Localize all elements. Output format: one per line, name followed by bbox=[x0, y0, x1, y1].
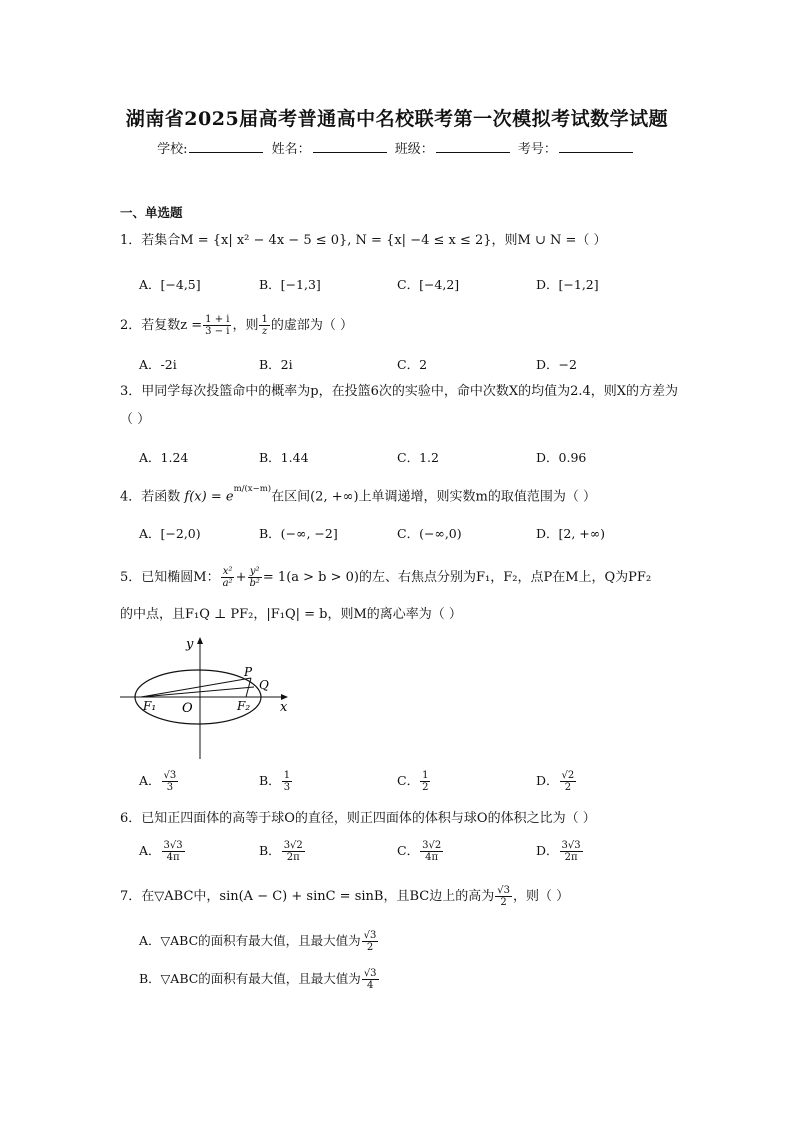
option-b[interactable]: B．1.44 bbox=[259, 450, 309, 465]
q7-text-a: 7．在▽ABC中，sin(A − C) + sinC = sinB，且BC边上的高为 bbox=[120, 889, 495, 904]
question-6-options bbox=[139, 840, 699, 874]
student-info-line bbox=[0, 138, 794, 157]
q2-fraction bbox=[203, 314, 231, 337]
segment-f1-q bbox=[141, 687, 254, 697]
option-b[interactable] bbox=[259, 770, 293, 793]
q5-y-den: b² bbox=[249, 578, 260, 589]
question-7-option-a[interactable] bbox=[139, 930, 379, 953]
option-num: 1 bbox=[422, 770, 429, 781]
option-num: 3√3 bbox=[561, 840, 581, 851]
q7-h-den: 2 bbox=[500, 897, 507, 908]
label-x: x bbox=[280, 700, 288, 715]
option-num: 1 bbox=[283, 770, 291, 781]
option-a[interactable] bbox=[139, 770, 179, 793]
option-den: 2π bbox=[564, 852, 578, 863]
q4-function: f(x) = e bbox=[184, 489, 234, 505]
option-a[interactable]: A．[−2,0) bbox=[139, 526, 201, 541]
question-6-stem: 6．已知正四面体的高等于球O的直径，则正四面体的体积与球O的体积之比为（ ） bbox=[120, 811, 596, 826]
option-b[interactable]: B．[−1,3] bbox=[259, 277, 321, 292]
name-field[interactable] bbox=[313, 141, 387, 153]
y-axis-arrow bbox=[197, 637, 203, 644]
option-letter: D． bbox=[536, 843, 559, 858]
school-field[interactable] bbox=[189, 141, 263, 153]
option-c[interactable]: C．[−4,2] bbox=[397, 277, 460, 292]
option-den: 2 bbox=[422, 782, 429, 793]
option-a[interactable]: A．-2i bbox=[139, 357, 177, 372]
q2-frac-den: 3 − i bbox=[205, 326, 230, 337]
q2-inv-den: z bbox=[262, 326, 268, 337]
question-4-stem bbox=[120, 484, 596, 506]
q5-x-num: x² bbox=[222, 566, 233, 577]
question-5-options bbox=[139, 770, 699, 804]
option-d[interactable]: D．[2, +∞) bbox=[536, 526, 606, 541]
q5-text-a: 5．已知椭圆M： bbox=[120, 570, 220, 585]
q2-text-a: 2．若复数z = bbox=[120, 318, 203, 333]
label-p: P bbox=[244, 665, 253, 679]
option-b[interactable]: B．2i bbox=[259, 357, 293, 372]
option-text: B．▽ABC的面积有最大值，且最大值为 bbox=[139, 971, 361, 986]
option-letter: C． bbox=[397, 773, 420, 788]
option-d[interactable] bbox=[536, 840, 584, 863]
option-num: 3√3 bbox=[163, 840, 183, 851]
option-c[interactable]: C．(−∞,0) bbox=[397, 526, 462, 541]
label-o: O bbox=[182, 701, 193, 716]
segment-f1-p bbox=[141, 678, 251, 697]
q5-y-num: y² bbox=[249, 566, 260, 577]
option-letter: B． bbox=[259, 843, 281, 858]
q2-text-c: 的虚部为（ ） bbox=[270, 318, 353, 333]
q7-text-b: ，则（ ） bbox=[512, 889, 570, 904]
option-den: 4π bbox=[425, 852, 439, 863]
option-num: √3 bbox=[163, 770, 177, 781]
option-a[interactable]: A．[−4,5] bbox=[139, 277, 201, 292]
question-7-stem bbox=[120, 885, 569, 908]
label-y: y bbox=[186, 637, 194, 652]
q4-text-a: 4．若函数 bbox=[120, 489, 181, 505]
label-f1: F₁ bbox=[143, 699, 157, 713]
q4-text-b: 在区间(2, +∞)上单调递增，则实数m的取值范围为（ ） bbox=[271, 489, 596, 505]
option-b[interactable]: B．(−∞, −2] bbox=[259, 526, 338, 541]
question-7-option-b[interactable] bbox=[139, 968, 380, 991]
option-text: A．▽ABC的面积有最大值，且最大值为 bbox=[139, 933, 361, 948]
q2-inv-num: 1 bbox=[261, 314, 268, 325]
option-den: 4 bbox=[366, 980, 374, 991]
q2-inverse-fraction bbox=[259, 314, 269, 337]
option-num: √3 bbox=[363, 968, 377, 979]
option-letter: D． bbox=[536, 773, 559, 788]
option-den: 2 bbox=[366, 942, 374, 953]
q5-y-fraction bbox=[247, 566, 261, 589]
option-letter: C． bbox=[397, 843, 420, 858]
section-heading: 一、单选题 bbox=[120, 205, 183, 220]
option-num: 3√2 bbox=[283, 840, 303, 851]
question-5-stem-cont: 的中点，且F₁Q ⊥ PF₂，|F₁Q| = b，则M的离心率为（ ） bbox=[120, 607, 462, 622]
class-label: 班级： bbox=[394, 142, 434, 157]
question-1-stem: 1．若集合M = {x| x² − 4x − 5 ≤ 0}, N = {x| −4 ≤ x ≤ 2}，则M ∪ N =（ ） bbox=[120, 233, 607, 248]
option-den: 3 bbox=[166, 782, 174, 793]
question-5-stem: 5．已知椭圆M： $\frac{\text{x²}}{\text{a²}}$ + $\frac{\text{y²}}{\text{b²}}$ = 1(a > b > 0)的左、右焦点分别为F₁，F₂，点P在M上，Q为PF₂ bbox=[120, 566, 652, 589]
q5-x-fraction bbox=[221, 566, 235, 589]
option-d[interactable] bbox=[536, 770, 577, 793]
q2-frac-num: 1 + i bbox=[205, 314, 230, 325]
label-f2: F₂ bbox=[237, 699, 251, 713]
option-den: 4π bbox=[166, 852, 180, 863]
option-b[interactable] bbox=[259, 840, 306, 863]
option-a[interactable] bbox=[139, 840, 186, 863]
option-num: √3 bbox=[363, 930, 377, 941]
ellipse-figure bbox=[118, 632, 298, 762]
name-label: 姓名： bbox=[271, 142, 311, 157]
option-d[interactable]: D．0.96 bbox=[536, 450, 587, 465]
page-title: 湖南省2025届高考普通高中名校联考第一次模拟考试数学试题 bbox=[125, 108, 669, 130]
option-letter: A． bbox=[139, 773, 161, 788]
q5-x-den: a² bbox=[222, 578, 233, 589]
class-field[interactable] bbox=[436, 141, 510, 153]
label-q: Q bbox=[259, 678, 269, 692]
option-a[interactable]: A．1.24 bbox=[139, 450, 189, 465]
option-c[interactable]: C．1.2 bbox=[397, 450, 439, 465]
option-letter: A． bbox=[139, 843, 161, 858]
school-label: 学校: bbox=[157, 142, 188, 157]
option-num: 3√2 bbox=[422, 840, 442, 851]
q5-text-b: = 1(a > b > 0)的左、右焦点分别为F₁，F₂，点P在M上，Q为PF₂ bbox=[262, 570, 652, 585]
option-c[interactable]: C．2 bbox=[397, 357, 428, 372]
q7-h-num: √3 bbox=[497, 885, 510, 896]
q7-height-fraction bbox=[495, 885, 512, 908]
number-field[interactable] bbox=[559, 141, 633, 153]
option-den: 2π bbox=[286, 852, 300, 863]
option-den: 2 bbox=[564, 782, 572, 793]
option-c[interactable] bbox=[397, 770, 431, 793]
q2-text-b: ，则 bbox=[232, 318, 259, 333]
option-den: 3 bbox=[283, 782, 291, 793]
question-3-stem: 3．甲同学每次投篮命中的概率为p，在投篮6次的实验中，命中次数X的均值为2.4，则X的方差为（ ） bbox=[120, 384, 679, 427]
option-num: √2 bbox=[561, 770, 575, 781]
number-label: 考号： bbox=[517, 142, 557, 157]
q4-exponent: m/(x−m) bbox=[233, 484, 272, 494]
option-d[interactable]: D．[−1,2] bbox=[536, 277, 599, 292]
option-c[interactable] bbox=[397, 840, 444, 863]
option-letter: B． bbox=[259, 773, 281, 788]
question-2-stem bbox=[120, 314, 353, 337]
option-d[interactable]: D．−2 bbox=[536, 357, 577, 372]
